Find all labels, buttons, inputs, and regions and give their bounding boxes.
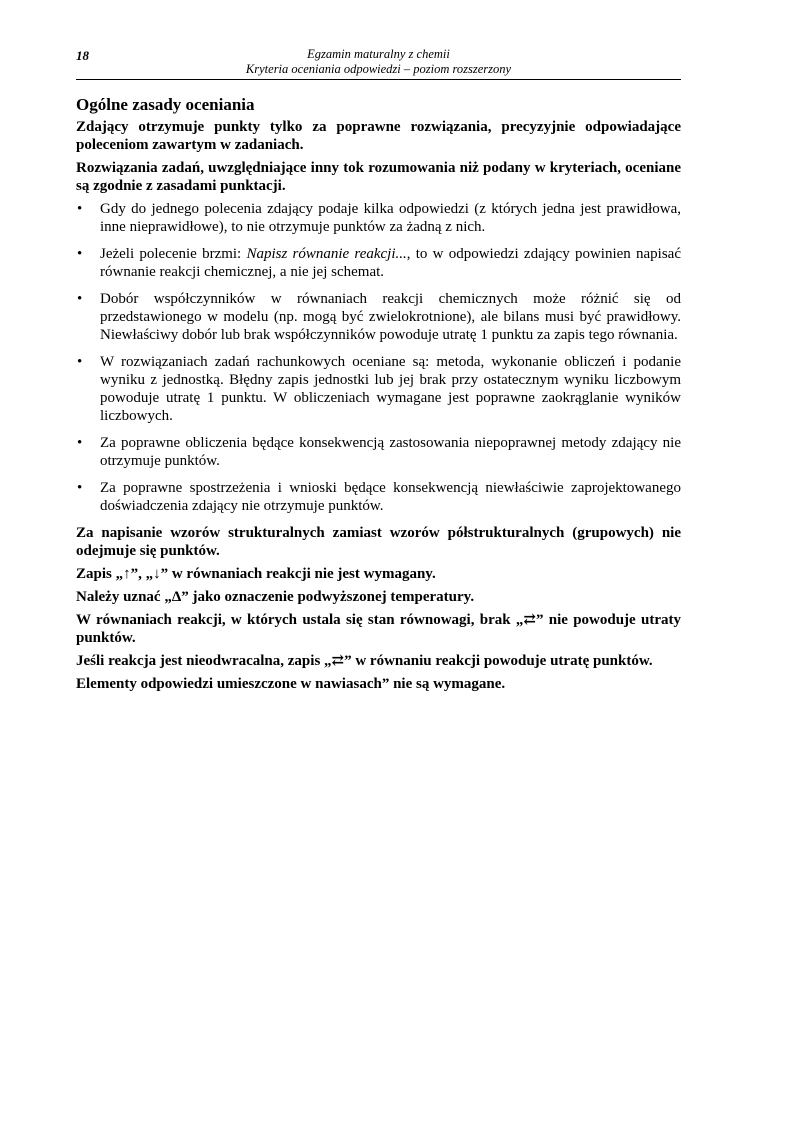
header-divider xyxy=(76,79,681,80)
rule-item xyxy=(76,245,681,281)
rule-text: Za poprawne obliczenia będące konsekwencją zastosowania niepoprawnej metody zdający nie otrzymuje punktów. xyxy=(100,435,681,469)
closing-rule: Za napisanie wzorów strukturalnych zamiast wzorów półstrukturalnych (grupowych) nie odejmuje się punktów. xyxy=(76,525,681,559)
rule-item xyxy=(76,290,681,344)
rule-item xyxy=(76,200,681,236)
bullet-icon: • xyxy=(77,246,83,262)
section-title: Ogólne zasady oceniania xyxy=(76,95,255,114)
intro-paragraph: Zdający otrzymuje punkty tylko za poprawne rozwiązania, precyzyjnie odpowiadające poleceniom zawartym w zadaniach. xyxy=(76,119,681,153)
page-header xyxy=(76,47,681,83)
rule-item xyxy=(76,353,681,425)
bullet-icon: • xyxy=(77,291,83,307)
bullet-icon: • xyxy=(77,201,83,217)
header-exam-title: Egzamin maturalny z chemii xyxy=(307,47,450,61)
header-subtitle: Kryteria oceniania odpowiedzi – poziom rozszerzony xyxy=(245,62,512,76)
bullet-icon: • xyxy=(77,354,83,370)
rule-text: Dobór współczynników w równaniach reakcji chemicznych może różnić się od przedstawionego w modelu (np. mogą być zwielokrotnione), ale bilans musi być prawidłowy. Niewłaściwy dobór lub brak współczynników powoduje utratę 1 punktu za zapis tego równania. xyxy=(100,291,681,343)
header-titles xyxy=(76,47,681,77)
rule-text: Za poprawne spostrzeżenia i wnioski będące konsekwencją niewłaściwie zaprojektowanego doświadczenia zdający nie otrzymuje punktów. xyxy=(100,480,681,514)
rule-item xyxy=(76,434,681,470)
closing-rule: Należy uznać „Δ” jako oznaczenie podwyższonej temperatury. xyxy=(76,589,475,605)
bullet-icon: • xyxy=(77,480,83,496)
rule-text: Gdy do jednego polecenia zdający podaje kilka odpowiedzi (z których jedna jest prawidłowa, inne nieprawidłowe), to nie otrzymuje punktów za żadną z nich. xyxy=(100,201,681,235)
closing-rule: W równaniach reakcji, w których ustala się stan równowagi, brak „⇄” nie powoduje utraty punktów. xyxy=(76,612,681,646)
bullet-icon: • xyxy=(77,435,83,451)
closing-rule: Jeśli reakcja jest nieodwracalna, zapis „⇄” w równaniu reakcji powoduje utratę punktów. xyxy=(76,653,653,669)
page-number: 18 xyxy=(76,48,89,63)
document-body xyxy=(76,95,681,698)
rule-text: , to w odpowiedzi zdający powinien napisać równanie reakcji chemicznej, a nie jej schemat. xyxy=(100,246,681,280)
rule-text-italic: Napisz równanie reakcji... xyxy=(246,246,407,262)
rule-item xyxy=(76,479,681,515)
closing-rule: Elementy odpowiedzi umieszczone w nawiasach” nie są wymagane. xyxy=(76,676,506,692)
rule-text: W rozwiązaniach zadań rachunkowych oceniane są: metoda, wykonanie obliczeń i podanie wyniku z jednostką. Błędny zapis jednostki lub jej brak przy ostatecznym wyniku liczbowym powoduje utratę 1 punktu. W obliczeniach wymagane jest poprawne zaokrąglanie wyników liczbowych. xyxy=(100,354,681,424)
intro-paragraph: Rozwiązania zadań, uwzględniające inny tok rozumowania niż podany w kryteriach, oceniane są zgodnie z zasadami punktacji. xyxy=(76,160,681,194)
rules-list xyxy=(76,200,681,515)
closing-rule: Zapis „↑”, „↓” w równaniach reakcji nie jest wymagany. xyxy=(76,566,436,582)
rule-text: Jeżeli polecenie brzmi: xyxy=(100,246,247,262)
